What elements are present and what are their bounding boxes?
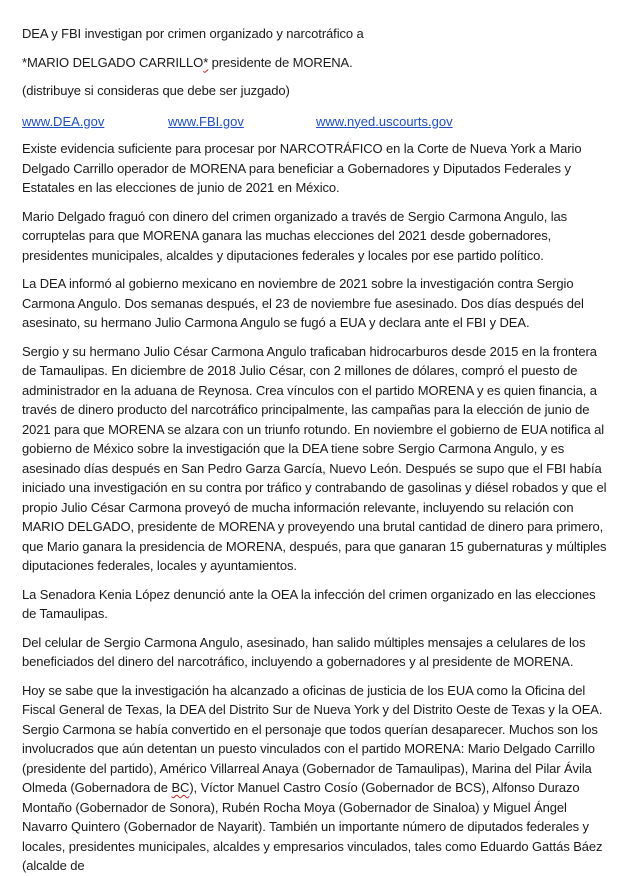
paragraph-5: La Senadora Kenia López denunció ante la OEA la infección del crimen organizado en las elecciones de Tamaulipas. — [22, 586, 596, 621]
heading-name: *MARIO DELGADO CARRILLO — [22, 54, 204, 70]
paragraph-7-part-2: ), Víctor Manuel Castro Cosío (Gobernador de — [189, 780, 456, 795]
heading-line-1: DEA y FBI investigan por crimen organizado y narcotráfico a — [22, 26, 364, 41]
paragraph-1: Existe evidencia suficiente para procesar por NARCOTRÁFICO en la Corte de Nueva York a Mario Delgado Carrillo operador de MORENA para beneficiar a Gobernadores y Diputados Federales y Estatales en las elecciones de junio de 2021 en México. — [22, 141, 582, 195]
heading-line-2 — [22, 53, 611, 73]
link-nyed-courts[interactable]: www.nyed.uscourts.gov — [316, 113, 453, 129]
spellcheck-bcs: BCS — [455, 780, 482, 795]
reference-links — [22, 112, 611, 132]
heading-role: presidente de MORENA. — [208, 54, 353, 70]
paragraph-2: Mario Delgado fraguó con dinero del crimen organizado a través de Sergio Carmona Angulo, las corruptelas para que MORENA ganara las muchas elecciones del 2021 desde gobernadores, presidentes municipales, alcaldes y diputaciones federales y locales por ese partido político. — [22, 208, 568, 263]
paragraph-7-part-1: Hoy se sabe que la investigación ha alcanzado a oficinas de justicia de los EUA como la Oficina del Fiscal General de Texas, la DEA del Distrito Sur de Nueva York y del Distrito Oeste de Texas y la OEA. Sergio Carmona se había convertido en el personaje que todos querían desaparecer. Muchos son los involucrados que aún detentan un puesto vinculados con el partido MORENA: Mario Delgado Carrillo (presidente del partido), Américo Villarreal Anaya (Gobernador de Tamaulipas), Marina del Pilar Ávila Olmeda (Gobernadora de — [22, 682, 603, 795]
spellcheck-mark: * — [203, 54, 209, 70]
link-dea[interactable]: www.DEA.gov — [22, 113, 105, 129]
paragraph-7-part-3: ), Alfonso Durazo Montaño (Gobernador de Sonora), Rubén Rocha Moya (Gobernador de Sinaloa) y Miguel Ángel Navarro Quintero (Gobernador de Nayarit). También un importante número de diputados federales y locales, presidentes municipales, alcaldes y empresarios vinculados, tales como Eduardo Gattás Báez (alcalde de — [22, 780, 603, 873]
link-fbi[interactable]: www.FBI.gov — [168, 113, 244, 129]
paragraph-7 — [22, 681, 611, 876]
spellcheck-bc: BC — [171, 780, 190, 795]
paragraph-3: La DEA informó al gobierno mexicano en noviembre de 2021 sobre la investigación contra Sergio Carmona Angulo. Dos semanas después, el 23 de noviembre fue asesinado. Dos días después del asesinato, su hermano Julio Carmona Angulo se fugó a EUA y declara ante el FBI y DEA. — [22, 276, 584, 330]
paragraph-4: Sergio y su hermano Julio César Carmona Angulo traficaban hidrocarburos desde 2015 en la frontera de Tamaulipas. En diciembre de 2018 Julio César, con 2 millones de dólares, compró el puesto de administrador en la aduana de Reynosa. Crea vínculos con el partido MORENA y es quien financia, a través de dinero producto del narcotráfico principalmente, las campañas para la elección de junio de 2021 para que MORENA se alzara con un triunfo rotundo. En noviembre el gobierno de EUA notifica al gobierno de México sobre la investigación que la DEA tiene sobre Sergio Carmona Angulo, y es asesinado días después en San Pedro Garza García, Nuevo León. Después se supo que el FBI había iniciado una investigación en su contra por tráfico y contrabando de gasolinas y diésel robados y que el propio Julio César Carmona proveyó de mucha información relevante, incluyendo su relación con MARIO DELGADO, presidente de MORENA y proveyendo una brutal cantidad de dinero para primero, que Mario ganara la presidencia de MORENA, después, para que ganaran 15 gubernaturas y múltiples diputaciones federales, locales y ayuntamientos. — [22, 343, 607, 573]
paragraph-6: Del celular de Sergio Carmona Angulo, asesinado, han salido múltiples mensajes a celulares de los beneficiados del dinero del narcotráfico, incluyendo a gobernadores y al presidente de MORENA. — [22, 634, 586, 669]
distribution-note: (distribuye si consideras que debe ser juzgado) — [22, 83, 290, 98]
